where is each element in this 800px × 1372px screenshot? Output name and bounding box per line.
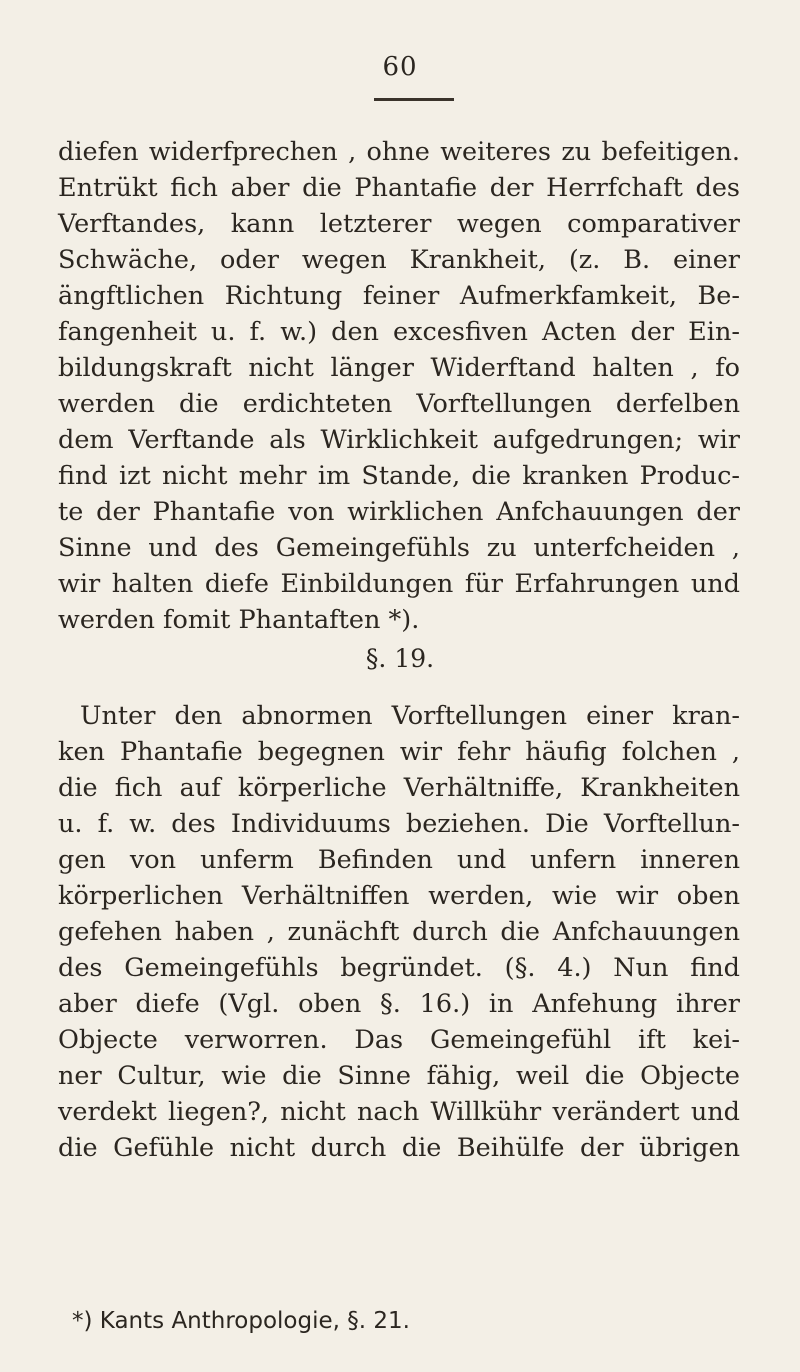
- text-line: Verftandes, kann letzterer wegen comparativer: [58, 209, 740, 239]
- header-rule: [374, 98, 454, 101]
- text-line: Entrükt fich aber die Phantafie der Herrfchaft des: [58, 173, 740, 203]
- section-heading: §. 19.: [365, 644, 435, 673]
- text-line: Objecte verworren. Das Gemeingefühl ift kei-: [58, 1025, 740, 1055]
- text-line: ken Phantafie begegnen wir fehr häufig folchen ,: [58, 737, 740, 767]
- text-line: ner Cultur, wie die Sinne fähig, weil die Objecte: [58, 1061, 740, 1091]
- text-line: die Gefühle nicht durch die Beihülfe der übrigen: [58, 1133, 740, 1163]
- text-line: find izt nicht mehr im Stande, die kranken Produc-: [58, 461, 740, 491]
- text-line: verdekt liegen?, nicht nach Willkühr verändert und: [58, 1097, 740, 1127]
- text-line: diefen widerfprechen , ohne weiteres zu befeitigen.: [58, 137, 740, 167]
- text-line: te der Phantafie von wirklichen Anfchauungen der: [58, 497, 740, 527]
- text-line: u. f. w. des Individuums beziehen. Die Vorftellun-: [58, 809, 740, 839]
- text-line: Sinne und des Gemeingefühls zu unterfcheiden ,: [58, 533, 740, 563]
- text-line: körperlichen Verhältniffen werden, wie wir oben: [58, 881, 740, 911]
- text-line: fangenheit u. f. w.) den excesfiven Acten der Ein-: [58, 317, 740, 347]
- text-line: gen von unferm Befinden und unfern inneren: [58, 845, 740, 875]
- text-line: werden fomit Phantaften *).: [58, 605, 420, 635]
- text-line: wir halten diefe Einbildungen für Erfahrungen und: [58, 569, 740, 599]
- text-line: Schwäche, oder wegen Krankheit, (z. B. einer: [58, 245, 740, 275]
- text-line: des Gemeingefühls begründet. (§. 4.) Nun find: [58, 953, 740, 983]
- text-line: Unter den abnormen Vorftellungen einer kran-: [80, 701, 740, 731]
- text-line: werden die erdichteten Vorftellungen derfelben: [58, 389, 740, 419]
- text-line: ängftlichen Richtung feiner Aufmerkfamkeit, Be-: [58, 281, 740, 311]
- text-line: bildungskraft nicht länger Widerftand halten , fo: [58, 353, 740, 383]
- page-number: 60: [382, 52, 418, 82]
- text-line: die fich auf körperliche Verhältniffe, Krankheiten: [58, 773, 740, 803]
- footnote: *) Kants Anthropologie, §. 21.: [72, 1308, 410, 1334]
- text-line: dem Verftande als Wirklichkeit aufgedrungen; wir: [58, 425, 740, 455]
- text-line: gefehen haben , zunächft durch die Anfchauungen: [58, 917, 740, 947]
- text-line: aber diefe (Vgl. oben §. 16.) in Anfehung ihrer: [58, 989, 740, 1019]
